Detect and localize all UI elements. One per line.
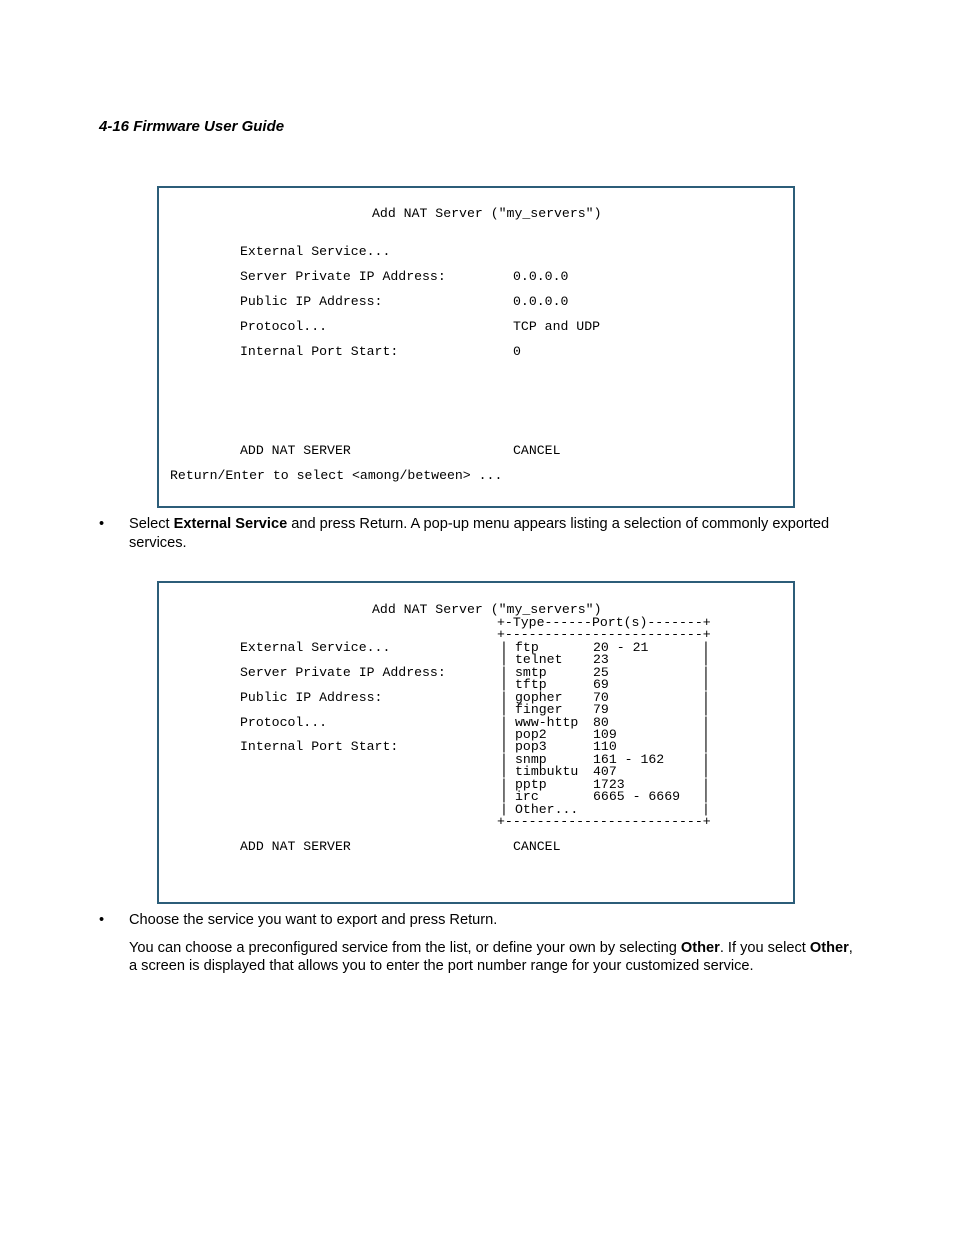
- bullet-text-bold: External Service: [173, 516, 288, 532]
- para-bold-other-1: Other: [680, 940, 720, 956]
- popup-bar-left: |: [500, 677, 508, 692]
- popup-item-ports: 161 - 162: [593, 752, 665, 767]
- popup-item-ports: 109: [593, 727, 617, 742]
- popup-separator: +-------------------------+: [497, 627, 711, 642]
- popup-item-name: gopher: [515, 690, 563, 705]
- external-service-label[interactable]: External Service...: [240, 640, 391, 655]
- popup-item-ports: 23: [593, 652, 609, 667]
- bullet-text: [129, 515, 859, 553]
- popup-bar-left: |: [500, 640, 508, 655]
- protocol-label: Protocol...: [240, 715, 328, 730]
- popup-item-name: tftp: [515, 677, 547, 692]
- popup-item-name: Other...: [515, 802, 579, 817]
- popup-bar-right: |: [702, 690, 710, 705]
- popup-bar-left: |: [500, 652, 508, 667]
- popup-item-name: pop2: [515, 727, 547, 742]
- popup-item-irc[interactable]: [500, 789, 710, 804]
- internal-port-label: Internal Port Start:: [240, 344, 399, 359]
- popup-bar-left: |: [500, 739, 508, 754]
- popup-item-ports: 25: [593, 665, 609, 680]
- popup-item-name: finger: [515, 702, 563, 717]
- cancel-button[interactable]: CANCEL: [513, 443, 561, 458]
- popup-bar-left: |: [500, 702, 508, 717]
- popup-bar-right: |: [702, 739, 710, 754]
- popup-item-ports: 80: [593, 715, 609, 730]
- screen-title: Add NAT Server ("my_servers"): [372, 206, 602, 221]
- popup-item-name: irc: [515, 789, 539, 804]
- internal-port-label: Internal Port Start:: [240, 739, 399, 754]
- popup-bar-right: |: [702, 789, 710, 804]
- protocol-value: TCP and UDP: [513, 319, 601, 334]
- popup-item-ports: 407: [593, 764, 617, 779]
- popup-bar-left: |: [500, 715, 508, 730]
- bullet-text: Choose the service you want to export and press Return.: [129, 912, 498, 928]
- status-line: Return/Enter to select <among/between> ...: [170, 468, 503, 483]
- internal-port-field[interactable]: 0: [513, 344, 521, 359]
- popup-item-name: snmp: [515, 752, 547, 767]
- page-header: 4-16 Firmware User Guide: [99, 118, 285, 135]
- popup-item-ports: 79: [593, 702, 609, 717]
- popup-bar-left: |: [500, 665, 508, 680]
- popup-bar-right: |: [702, 802, 710, 817]
- popup-bottom-border: +-------------------------+: [497, 814, 711, 829]
- popup-bar-right: |: [702, 702, 710, 717]
- popup-item-tftp[interactable]: [500, 677, 710, 692]
- cancel-button[interactable]: CANCEL: [513, 839, 561, 854]
- para-text-1: You can choose a preconfigured service from the list, or define your own by selecting: [129, 940, 681, 956]
- popup-item-ports: 69: [593, 677, 609, 692]
- popup-item-pop3[interactable]: [500, 739, 710, 754]
- popup-bar-right: |: [702, 764, 710, 779]
- popup-item-name: pop3: [515, 739, 547, 754]
- popup-item-name: smtp: [515, 665, 547, 680]
- popup-item-telnet[interactable]: [500, 652, 710, 667]
- popup-item-name: telnet: [515, 652, 563, 667]
- popup-bar-right: |: [702, 665, 710, 680]
- terminal-screen-service-popup: [157, 581, 795, 904]
- popup-bar-left: |: [500, 789, 508, 804]
- protocol-label[interactable]: Protocol...: [240, 319, 328, 334]
- popup-bar-left: |: [500, 764, 508, 779]
- popup-item-name: timbuktu: [515, 764, 579, 779]
- popup-item-ports: 6665 - 6669: [593, 789, 681, 804]
- popup-item-ports: 20 - 21: [593, 640, 649, 655]
- popup-bar-right: |: [702, 677, 710, 692]
- public-ip-field[interactable]: 0.0.0.0: [513, 294, 569, 309]
- para-bold-other-2: Other: [809, 940, 849, 956]
- private-ip-label: Server Private IP Address:: [240, 665, 446, 680]
- explanation-paragraph: [129, 939, 859, 975]
- popup-item-name: pptp: [515, 777, 547, 792]
- popup-bar-left: |: [500, 727, 508, 742]
- add-nat-server-button[interactable]: ADD NAT SERVER: [240, 443, 351, 458]
- popup-item-ports: 1723: [593, 777, 625, 792]
- popup-bar-left: |: [500, 802, 508, 817]
- external-service-field[interactable]: External Service...: [240, 244, 391, 259]
- bullet-choose-service: [99, 911, 859, 930]
- public-ip-label: Public IP Address:: [240, 294, 383, 309]
- popup-bar-right: |: [702, 640, 710, 655]
- popup-bar-left: |: [500, 777, 508, 792]
- bullet-select-external-service: [99, 515, 859, 553]
- private-ip-field[interactable]: 0.0.0.0: [513, 269, 569, 284]
- popup-top-border: +-Type------Port(s)-------+: [497, 615, 711, 630]
- popup-item-ports: 70: [593, 690, 609, 705]
- para-text-3: , a screen is displayed that allows you to enter the port number range for your customized service.: [129, 940, 853, 974]
- popup-bar-right: |: [702, 715, 710, 730]
- add-nat-server-button[interactable]: ADD NAT SERVER: [240, 839, 351, 854]
- terminal-screen-add-nat-server: [157, 186, 795, 508]
- popup-item-finger[interactable]: [500, 702, 710, 717]
- popup-bar-left: |: [500, 752, 508, 767]
- popup-bar-right: |: [702, 652, 710, 667]
- para-text-2: . If you select: [719, 940, 810, 956]
- bullet-dot: •: [99, 912, 105, 928]
- popup-bar-left: |: [500, 690, 508, 705]
- private-ip-label: Server Private IP Address:: [240, 269, 446, 284]
- popup-bar-right: |: [702, 727, 710, 742]
- popup-item-ports: 110: [593, 739, 617, 754]
- bullet-text-post: and press Return. A pop-up menu appears listing a selection of commonly exported services.: [129, 516, 830, 551]
- popup-item-name: ftp: [515, 640, 539, 655]
- screen-title: Add NAT Server ("my_servers"): [372, 602, 602, 617]
- popup-item-timbuktu[interactable]: [500, 764, 710, 779]
- popup-bar-right: |: [702, 752, 710, 767]
- bullet-dot: •: [99, 516, 105, 532]
- popup-item-name: www-http: [515, 715, 579, 730]
- popup-bar-right: |: [702, 777, 710, 792]
- public-ip-label: Public IP Address:: [240, 690, 383, 705]
- bullet-text-pre: Select: [129, 516, 174, 532]
